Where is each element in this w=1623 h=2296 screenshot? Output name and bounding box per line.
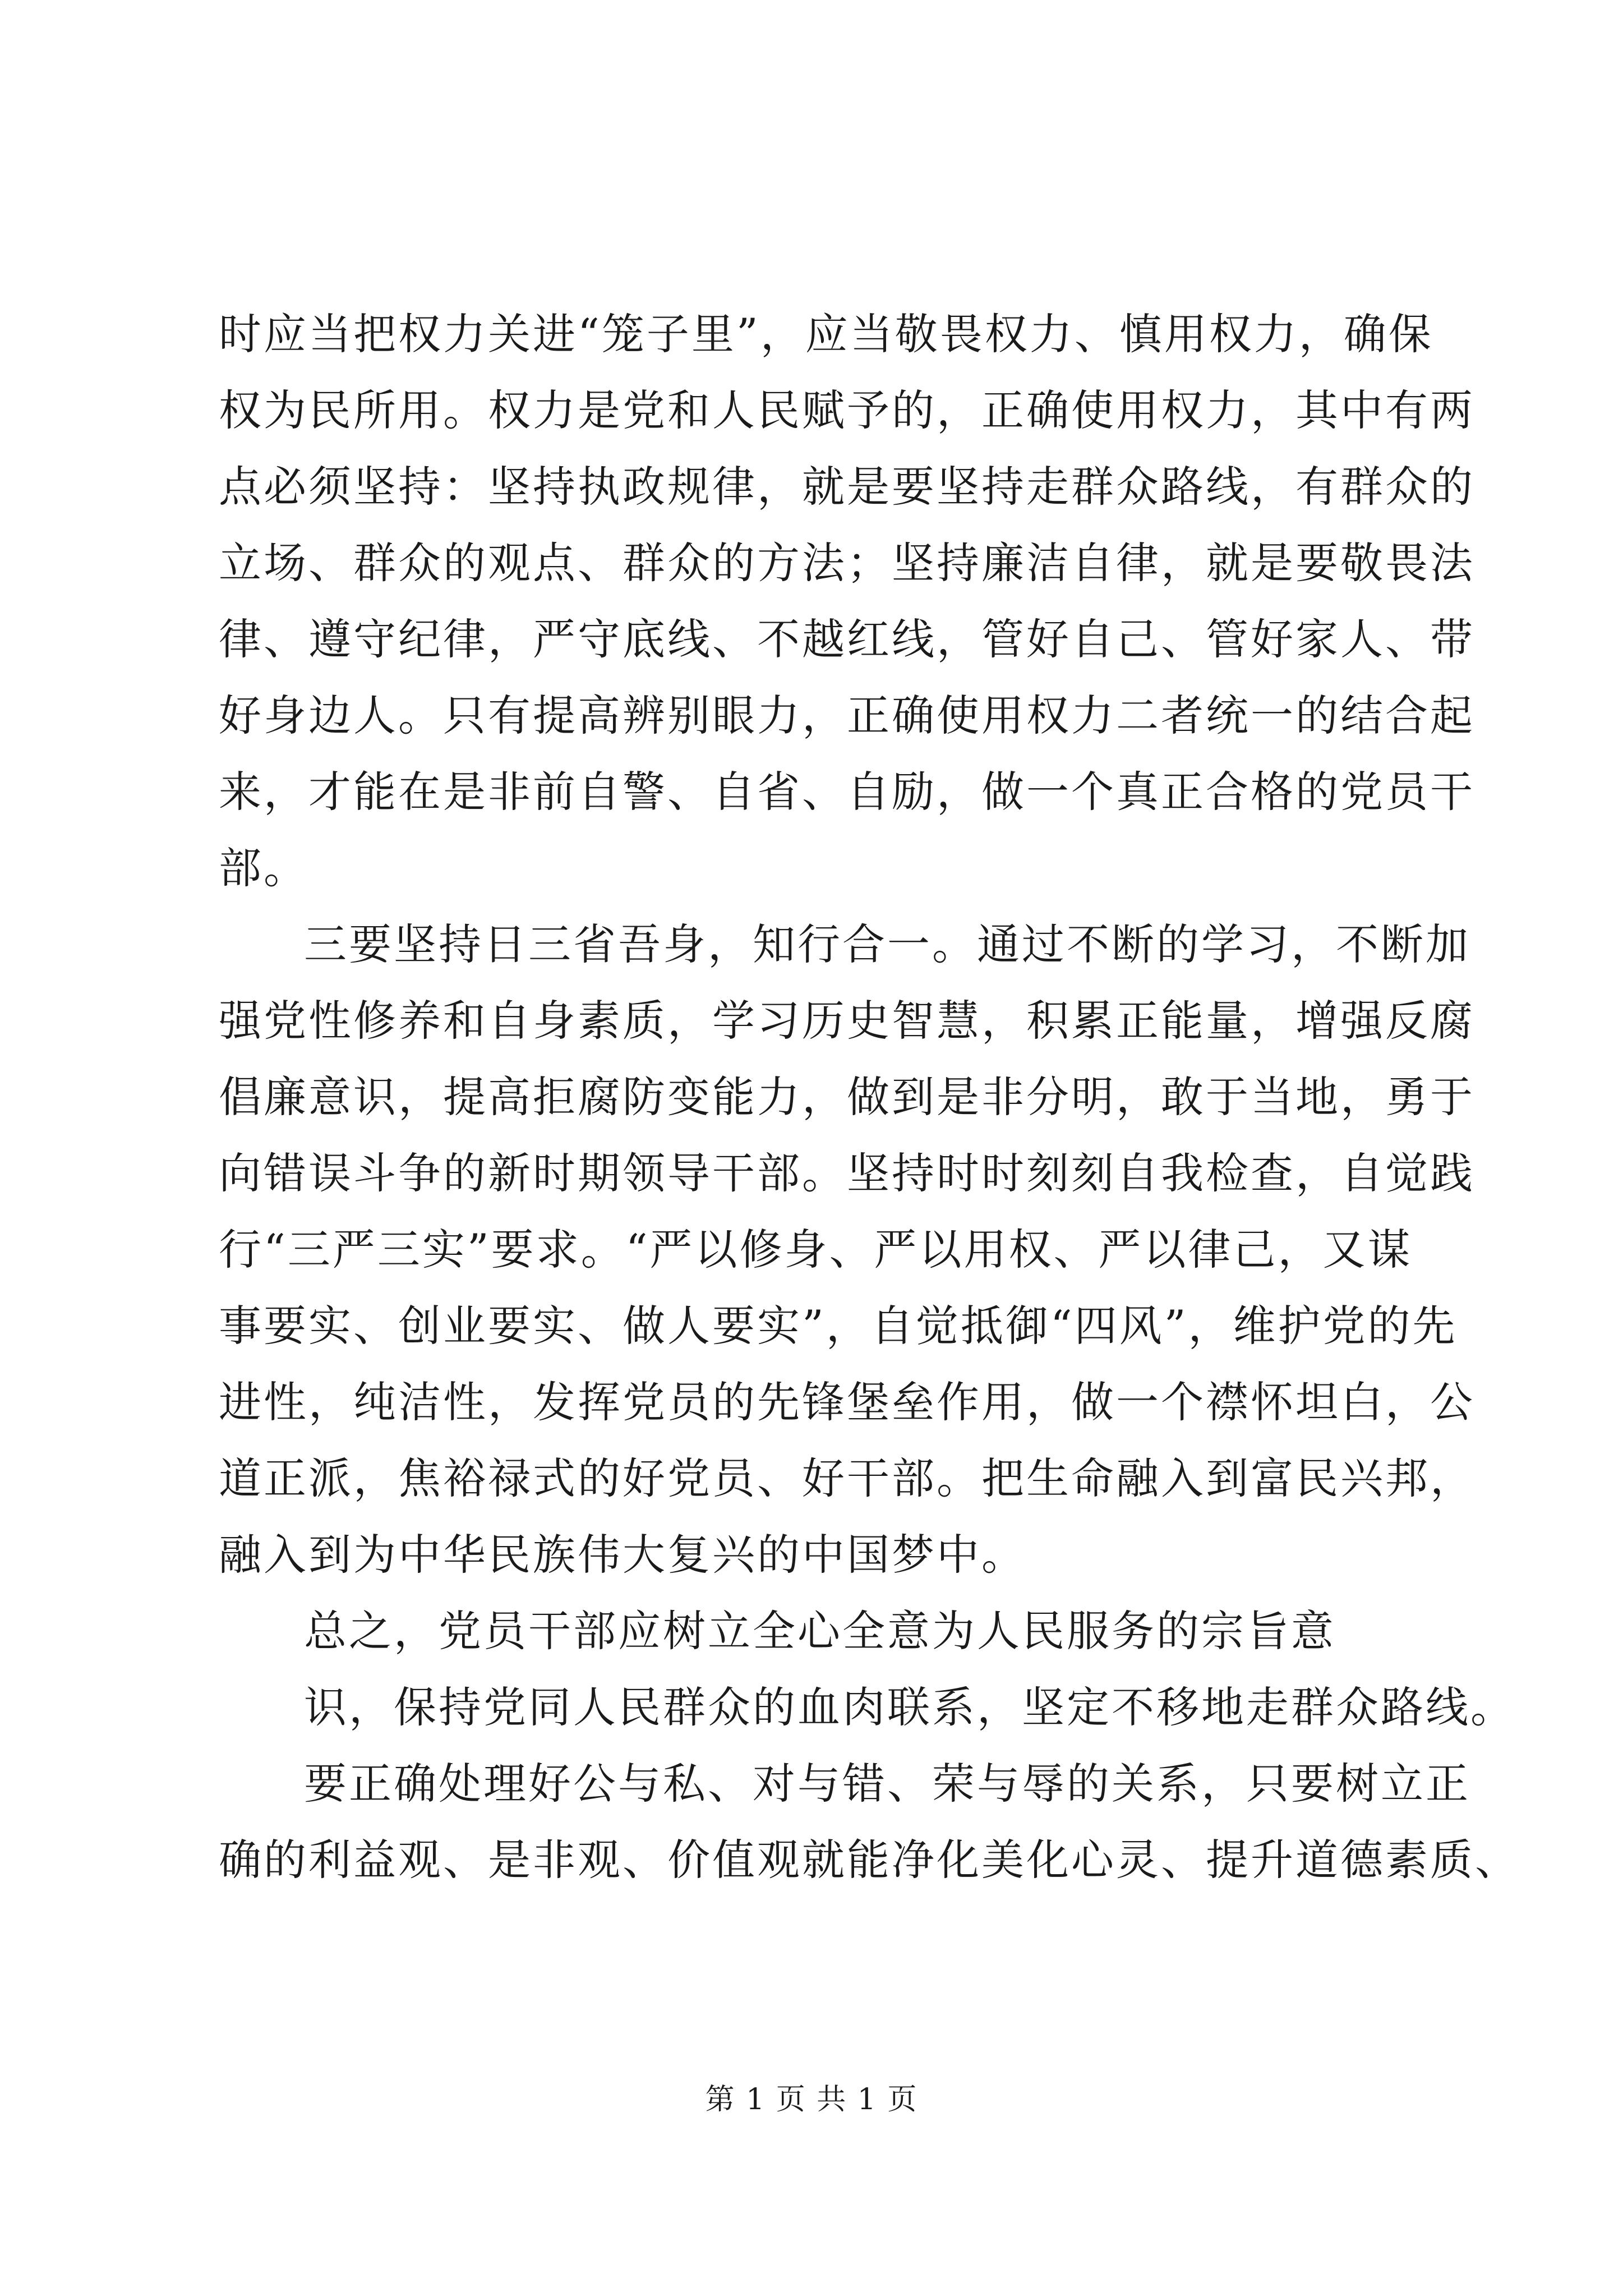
- text-line: 向错误斗争的新时期领导干部。坚持时时刻刻自我检查，自觉践: [219, 1148, 1475, 1198]
- text-line: 好身边人。只有提高辨别眼力，正确使用权力二者统一的结合起: [219, 691, 1475, 740]
- text-line: 时应当把权力关进“笼子里”，应当敬畏权力、慎用权力，确保: [219, 309, 1433, 359]
- text-line: 道正派，焦裕禄式的好党员、好干部。把生命融入到富民兴邦，: [219, 1453, 1475, 1503]
- paragraph-start-line: 总之，党员干部应树立全心全意为人民服务的宗旨意: [304, 1606, 1336, 1656]
- text-line: 强党性修养和自身素质，学习历史智慧，积累正能量，增强反腐: [219, 996, 1475, 1046]
- text-line: 来，才能在是非前自警、自省、自励，做一个真正合格的党员干: [219, 767, 1475, 817]
- text-line: 融入到为中华民族伟大复兴的中国梦中。: [219, 1530, 1026, 1580]
- paragraph-start-line: 识，保持党同人民群众的血肉联系，坚定不移地走群众路线。: [304, 1682, 1515, 1732]
- text-line: 部。: [219, 843, 308, 893]
- text-line: 进性，纯洁性，发挥党员的先锋堡垒作用，做一个襟怀坦白，公: [219, 1377, 1475, 1427]
- text-line: 律、遵守纪律，严守底线、不越红线，管好自己、管好家人、带: [219, 614, 1475, 664]
- text-line: 权为民所用。权力是党和人民赋予的，正确使用权力，其中有两: [219, 385, 1475, 435]
- page-number-footer: 第 1 页 共 1 页: [705, 2083, 918, 2116]
- paragraph-start-line: 要正确处理好公与私、对与错、荣与辱的关系，只要树立正: [304, 1759, 1470, 1809]
- text-line: 确的利益观、是非观、价值观就能净化美化心灵、提升道德素质、: [219, 1835, 1520, 1885]
- text-line: 行“三严三实”要求。“严以修身、严以用权、严以律己，又谋: [219, 1225, 1413, 1274]
- body-text: [219, 296, 1520, 1898]
- text-line: 倡廉意识，提高拒腐防变能力，做到是非分明，敢于当地，勇于: [219, 1072, 1475, 1122]
- text-line: 点必须坚持：坚持执政规律，就是要坚持走群众路线，有群众的: [219, 462, 1475, 512]
- text-line: 事要实、创业要实、做人要实”，自觉抵御“四风”，维护党的先: [219, 1301, 1458, 1351]
- paragraph-start-line: 三要坚持日三省吾身，知行合一。通过不断的学习，不断加: [304, 919, 1470, 969]
- text-line: 立场、群众的观点、群众的方法；坚持廉洁自律，就是要敬畏法: [219, 538, 1475, 588]
